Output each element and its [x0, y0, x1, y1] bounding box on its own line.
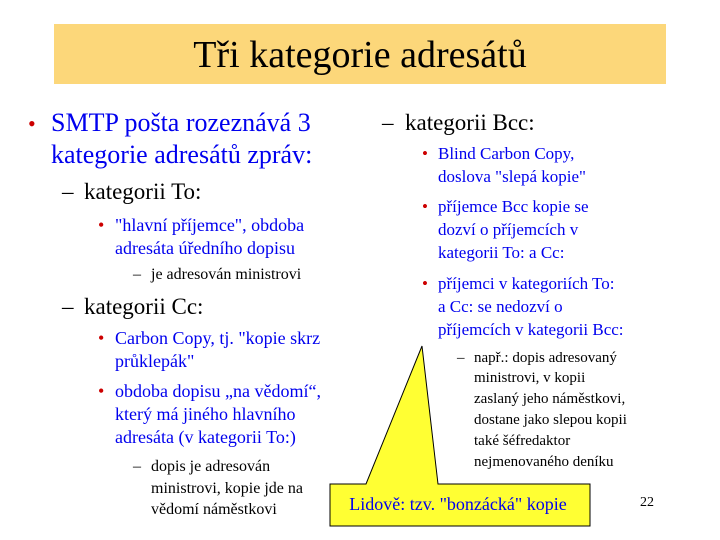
cc-detail-line2: ministrovi, kopie jde na: [151, 480, 303, 497]
to-sub1-line2: adresáta úředního dopisu: [115, 238, 295, 258]
callout-text: Lidově: tzv. "bonzácká" kopie: [349, 494, 567, 514]
bcc-detail-line6: nejmenovaného deníku: [474, 454, 614, 470]
to-detail: je adresován ministrovi: [151, 266, 302, 283]
dash-icon: –: [382, 110, 394, 135]
to-heading: kategorii To:: [84, 179, 202, 204]
bullet-icon: •: [98, 215, 105, 235]
slide-title: Tři kategorie adresátů: [193, 34, 527, 76]
bcc-sub2-line1: příjemce Bcc kopie se: [438, 197, 589, 216]
cc-sub2-line2: který má jiného hlavního: [115, 404, 296, 424]
cc-sub2-line1: obdoba dopisu „na vědomí“,: [115, 381, 321, 401]
dash-icon: –: [133, 266, 141, 283]
bcc-detail-line2: ministrovi, v kopii: [474, 370, 586, 386]
cc-heading: kategorii Cc:: [84, 294, 204, 319]
bullet-icon: •: [98, 328, 105, 348]
page-number: 22: [640, 495, 654, 510]
bcc-sub3-line3: příjemcích v kategorii Bcc:: [438, 320, 624, 339]
cc-detail-line3: vědomí náměstkovi: [151, 501, 277, 518]
bcc-detail-line5: také šéfredaktor: [474, 433, 571, 449]
bcc-heading: kategorii Bcc:: [405, 110, 535, 135]
bullet-icon: •: [28, 111, 36, 136]
bcc-sub2-line2: dozví o příjemcích v: [438, 220, 579, 239]
dash-icon: –: [133, 458, 141, 475]
bcc-sub3-line1: příjemci v kategoriích To:: [438, 274, 615, 293]
cc-sub1-line1: Carbon Copy, tj. "kopie skrz: [115, 328, 321, 348]
intro-line-2: kategorie adresátů zpráv:: [51, 140, 313, 169]
dash-icon: –: [457, 350, 465, 366]
bullet-icon: •: [422, 197, 428, 216]
cc-detail-line1: dopis je adresován: [151, 458, 271, 475]
to-sub1-line1: "hlavní příjemce", obdoba: [115, 215, 305, 235]
bcc-sub2-line3: kategorii To: a Cc:: [438, 243, 565, 262]
dash-icon: –: [62, 179, 74, 204]
bcc-detail-line4: dostane jako slepou kopii: [474, 412, 627, 428]
bcc-detail-line1: např.: dopis adresovaný: [474, 350, 617, 366]
bullet-icon: •: [422, 144, 428, 163]
bcc-sub1-line2: doslova "slepá kopie": [438, 167, 586, 186]
bullet-icon: •: [98, 381, 105, 401]
intro-line-1: SMTP pošta rozeznává 3: [51, 108, 311, 137]
bcc-sub1-line1: Blind Carbon Copy,: [438, 144, 575, 163]
cc-sub1-line2: průklepák": [115, 351, 195, 371]
bullet-icon: •: [422, 274, 428, 293]
cc-sub2-line3: adresáta (v kategorii To:): [115, 427, 296, 447]
dash-icon: –: [62, 294, 74, 319]
bcc-detail-line3: zaslaný jeho náměstkovi,: [474, 391, 626, 407]
bcc-sub3-line2: a Cc: se nedozví o: [438, 297, 563, 316]
